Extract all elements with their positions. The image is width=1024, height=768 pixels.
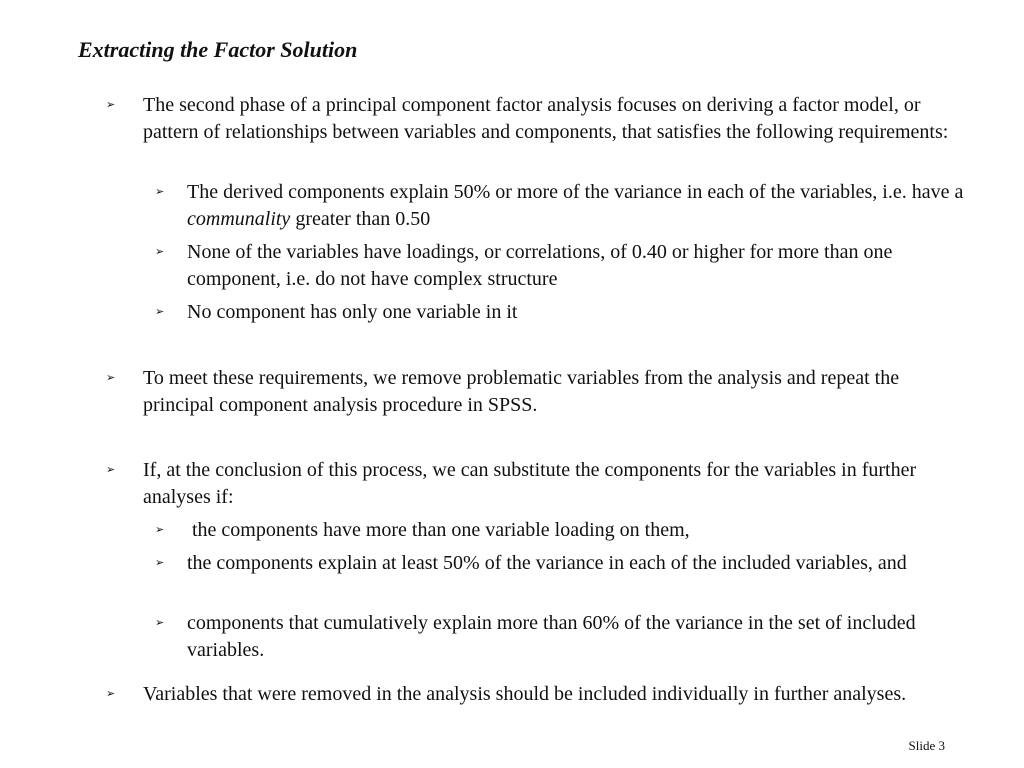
sub-bullet-communality: [155, 179, 977, 233]
bullet-text: If, at the conclusion of this process, we can substitute the components for the variables in further analyses if:: [143, 459, 917, 508]
bullet-text: To meet these requirements, we remove problematic variables from the analysis and repeat the principal component analysis procedure in SPSS.: [143, 367, 900, 416]
arrow-bullet-icon: ➢: [106, 372, 116, 384]
sub-bullet-one-variable: [155, 299, 977, 326]
bullet-text-after: greater than 0.50: [290, 208, 431, 230]
arrow-bullet-icon: ➢: [106, 464, 116, 476]
arrow-bullet-icon: ➢: [155, 617, 165, 629]
communality-term: communality: [187, 208, 291, 230]
bullet-removed-variables: [106, 681, 973, 708]
bullet-text: None of the variables have loadings, or correlations, of 0.40 or higher for more than one component, i.e. do not have complex structure: [187, 241, 893, 290]
bullet-text: The derived components explain 50% or more of the variance in each of the variables, i.e. have a: [187, 181, 964, 203]
bullet-text: No component has only one variable in it: [187, 301, 518, 323]
sub-bullet-variance-50: [155, 550, 977, 577]
arrow-bullet-icon: ➢: [155, 557, 165, 569]
bullet-text: The second phase of a principal component factor analysis focuses on deriving a factor model, or pattern of relationships between variables and components, that satisfies the following requirements:: [143, 94, 949, 143]
arrow-bullet-icon: ➢: [155, 246, 165, 258]
bullet-conclusion: [106, 457, 973, 511]
arrow-bullet-icon: ➢: [155, 524, 165, 536]
sub-bullet-complex-structure: [155, 239, 977, 293]
bullet-text: the components explain at least 50% of the variance in each of the included variables, and: [187, 552, 907, 574]
bullet-text: Variables that were removed in the analysis should be included individually in further analyses.: [143, 683, 907, 705]
arrow-bullet-icon: ➢: [155, 186, 165, 198]
slide-number: Slide 3: [908, 738, 945, 753]
sub-bullet-variance-60: [155, 610, 977, 664]
slide-title: Extracting the Factor Solution: [78, 37, 358, 62]
bullet-meet-requirements: [106, 365, 973, 419]
bullet-second-phase: [106, 92, 973, 146]
arrow-bullet-icon: ➢: [106, 688, 116, 700]
sub-bullet-loading: [155, 517, 977, 544]
bullet-text: components that cumulatively explain more than 60% of the variance in the set of included variables.: [187, 612, 916, 661]
arrow-bullet-icon: ➢: [106, 99, 116, 111]
bullet-text: the components have more than one variable loading on them,: [187, 519, 690, 541]
arrow-bullet-icon: ➢: [155, 306, 165, 318]
